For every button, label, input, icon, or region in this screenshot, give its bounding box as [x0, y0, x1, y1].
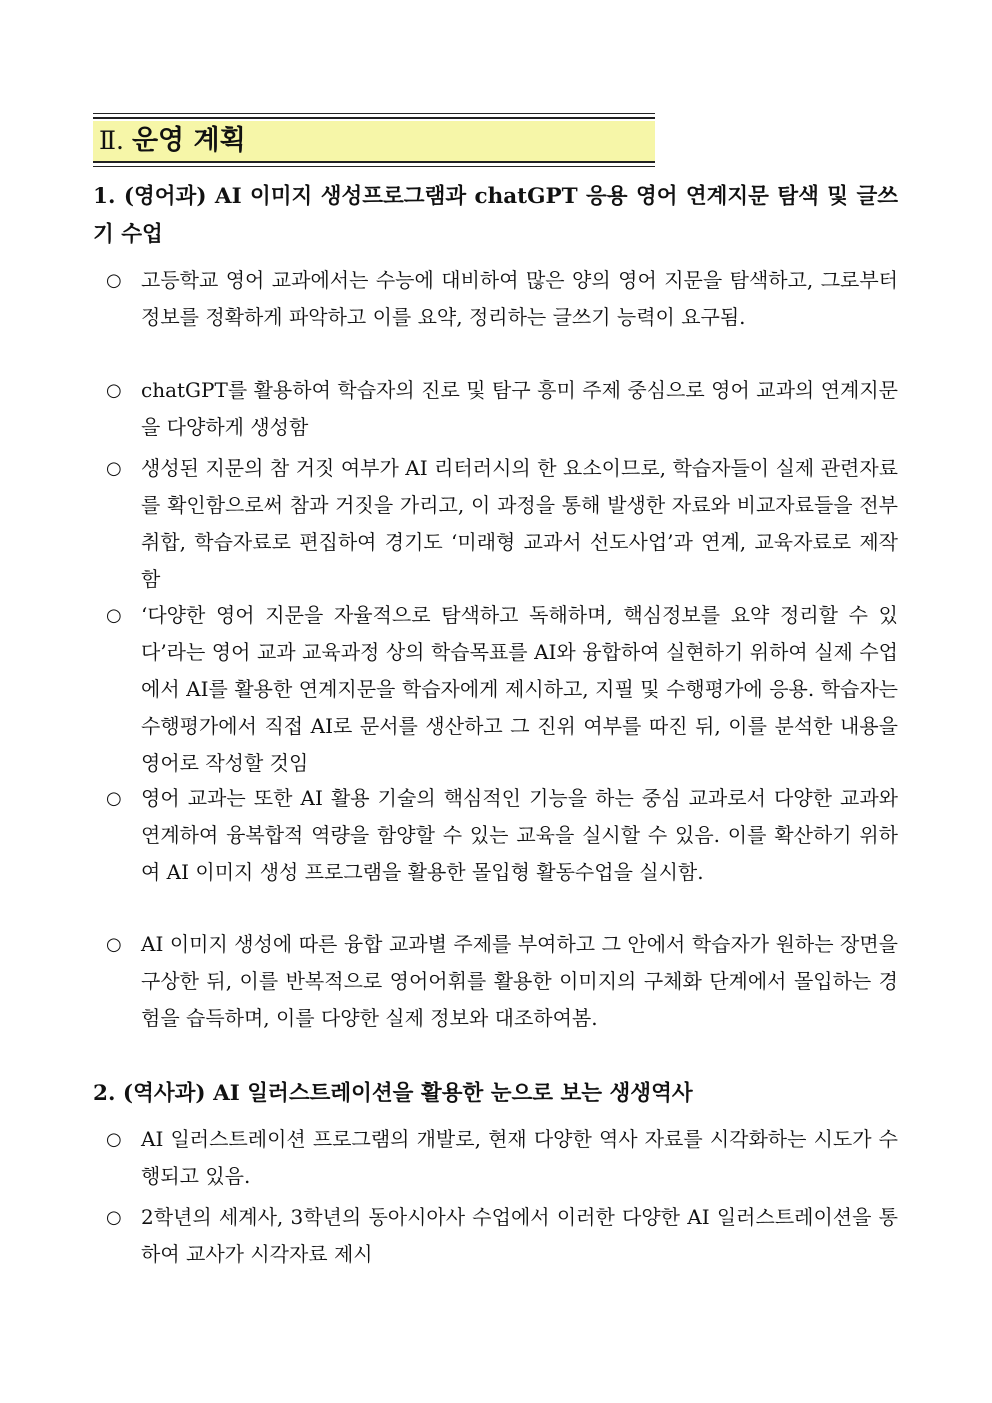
list-item	[106, 926, 898, 1037]
circle-bullet-icon: ○	[106, 270, 122, 291]
list-item	[106, 597, 898, 782]
list-item-text: chatGPT를 활용하여 학습자의 진로 및 탐구 흥미 주제 중심으로 영어 교과의 연계지문을 다양하게 생성함	[141, 378, 898, 439]
list-item-text: AI 이미지 생성에 따른 융합 교과별 주제를 부여하고 그 안에서 학습자가 원하는 장면을 구상한 뒤, 이를 반복적으로 영어어휘를 활용한 이미지의 구체화 단계에서 몰입하는 경험을 습득하며, 이를 다양한 실제 정보와 대조하여봄.	[141, 932, 898, 1030]
section-header	[93, 113, 655, 167]
list-item	[106, 780, 898, 891]
circle-bullet-icon: ○	[106, 934, 122, 955]
section-title	[99, 123, 246, 159]
list-item-text: 2학년의 세계사, 3학년의 동아시아사 수업에서 이러한 다양한 AI 일러스트레이션을 통하여 교사가 시각자료 제시	[141, 1205, 898, 1266]
list-item-text: AI 일러스트레이션 프로그램의 개발로, 현재 다양한 역사 자료를 시각화하는 시도가 수행되고 있음.	[141, 1127, 898, 1188]
circle-bullet-icon: ○	[106, 1207, 122, 1228]
list-item-text: 영어 교과는 또한 AI 활용 기술의 핵심적인 기능을 하는 중심 교과로서 다양한 교과와 연계하여 융복합적 역량을 함양할 수 있는 교육을 실시할 수 있음. 이를 확산하기 위하여 AI 이미지 생성 프로그램을 활용한 몰입형 활동수업을 실시함.	[141, 786, 898, 884]
list-item	[106, 450, 898, 598]
section-title-text: 운영 계획	[131, 125, 246, 156]
header-rule	[93, 117, 655, 119]
subsection-heading-history: 2. (역사과) AI 일러스트레이션을 활용한 눈으로 보는 생생역사	[93, 1081, 693, 1106]
circle-bullet-icon: ○	[106, 458, 122, 479]
circle-bullet-icon: ○	[106, 605, 122, 626]
list-item	[106, 1121, 898, 1195]
section-numeral: Ⅱ.	[99, 126, 124, 155]
list-item	[106, 262, 898, 336]
list-item-text: ‘다양한 영어 지문을 자율적으로 탐색하고 독해하며, 핵심정보를 요약 정리할 수 있다’라는 영어 교과 교육과정 상의 학습목표를 AI와 융합하여 실현하기 위하여 실제 수업에서 AI를 활용한 연계지문을 학습자에게 제시하고, 지필 및 수행평가에 응용. 학습자는 수행평가에서 직접 AI로 문서를 생산하고 그 진위 여부를 따진 뒤, 이를 분석한 내용을 영어로 작성할 것임	[141, 603, 898, 775]
list-item-text: 고등학교 영어 교과에서는 수능에 대비하여 많은 양의 영어 지문을 탐색하고, 그로부터 정보를 정확하게 파악하고 이를 요약, 정리하는 글쓰기 능력이 요구됨.	[141, 268, 898, 329]
list-item-text: 생성된 지문의 참 거짓 여부가 AI 리터러시의 한 요소이므로, 학습자들이 실제 관련자료를 확인함으로써 참과 거짓을 가리고, 이 과정을 통해 발생한 자료와 비교자료들을 전부 취합, 학습자료로 편집하여 경기도 ‘미래형 교과서 선도사업’과 연계, 교육자료로 제작함	[141, 456, 898, 591]
list-item	[106, 1199, 898, 1273]
header-rule	[93, 113, 655, 114]
circle-bullet-icon: ○	[106, 380, 122, 401]
list-item	[106, 372, 898, 446]
header-rule	[93, 166, 655, 167]
circle-bullet-icon: ○	[106, 1129, 122, 1150]
subsection-heading-english: 1. (영어과) AI 이미지 생성프로그램과 chatGPT 응용 영어 연계지문 탐색 및 글쓰기 수업	[93, 184, 898, 247]
circle-bullet-icon: ○	[106, 788, 122, 809]
header-rule	[93, 161, 655, 163]
